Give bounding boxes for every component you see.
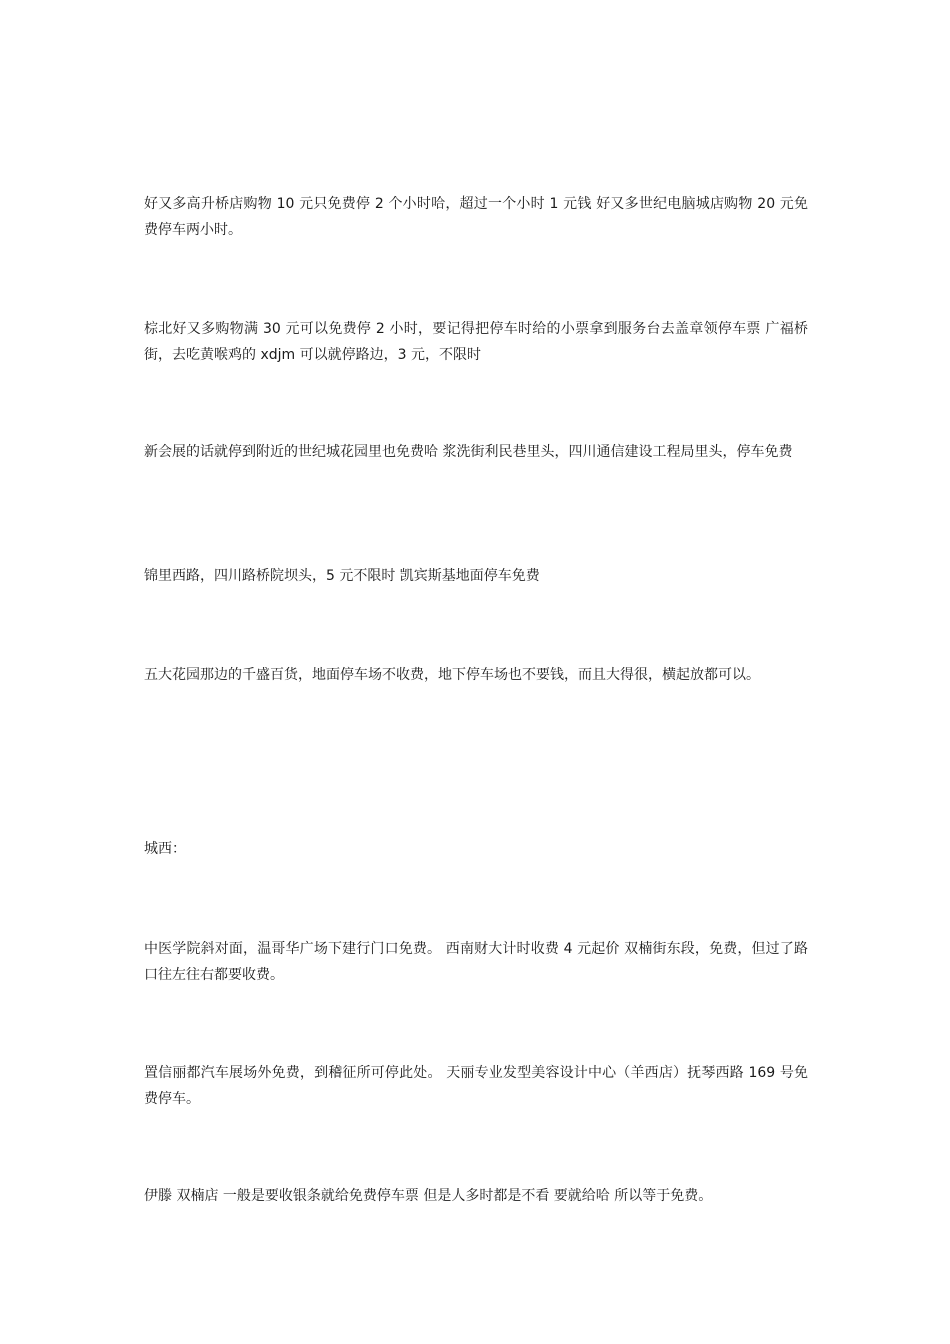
paragraph-ito-shuangnan-parking: 伊滕 双楠店 一般是要收银条就给免费停车票 但是人多时都是不看 要就给哈 所以等于免费。 (144, 1188, 713, 1204)
paragraph-gaosheng-qiao-parking: 好又多高升桥店购物 10 元只免费停 2 个小时哈，超过一个小时 1 元钱 好又多世纪电脑城店购物 20 元免费停车两小时。 (144, 196, 808, 238)
paragraph-wuda-garden-parking: 五大花园那边的千盛百货，地面停车场不收费，地下停车场也不要钱，而且大得很，横起放都可以。 (144, 667, 760, 683)
paragraph-zhixin-lidu-parking: 置信丽都汽车展场外免费，到稽征所可停此处。 天丽专业发型美容设计中心（羊西店）抚琴西路 169 号免费停车。 (144, 1065, 808, 1107)
paragraph-zongbei-parking: 棕北好又多购物满 30 元可以免费停 2 小时，要记得把停车时给的小票拿到服务台去盖章领停车票 广福桥街，去吃黄喉鸡的 xdjm 可以就停路边，3 元，不限时 (144, 321, 808, 363)
section-heading-chengxi: 城西： (144, 841, 186, 857)
paragraph-jinli-west-parking: 锦里西路，四川路桥院坝头，5 元不限时 凯宾斯基地面停车免费 (144, 568, 540, 584)
paragraph-tcm-college-parking: 中医学院斜对面，温哥华广场下建行门口免费。 西南财大计时收费 4 元起价 双楠街东段，免费，但过了路口往左往右都要收费。 (144, 941, 808, 983)
paragraph-new-expo-parking: 新会展的话就停到附近的世纪城花园里也免费哈 浆洗街利民巷里头，四川通信建设工程局里头，停车免费 (144, 444, 793, 460)
